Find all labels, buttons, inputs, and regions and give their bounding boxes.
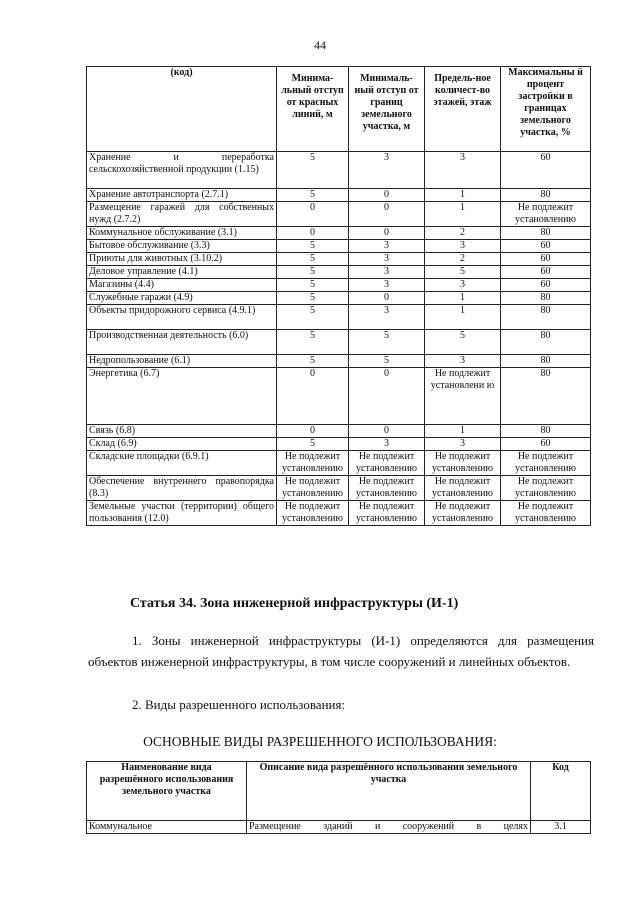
parameter-cell: Не подлежит установлению — [425, 476, 501, 501]
parameter-cell: Не подлежит установлению — [277, 501, 349, 526]
parameter-cell: 80 — [501, 292, 591, 305]
parameter-cell: 0 — [349, 368, 425, 425]
parameter-cell: 5 — [277, 305, 349, 330]
use-type-cell: Бытовое обслуживание (3.3) — [87, 240, 277, 253]
page-number: 44 — [314, 38, 326, 52]
table-row — [87, 451, 591, 476]
table-header-row — [87, 67, 591, 152]
parameter-cell: 5 — [277, 279, 349, 292]
parameter-cell: 0 — [277, 202, 349, 227]
parameter-cell: 1 — [425, 305, 501, 330]
parameter-cell: Не подлежит установлению — [349, 451, 425, 476]
use-type-cell: Деловое управление (4.1) — [87, 266, 277, 279]
parameter-cell: 3 — [425, 152, 501, 189]
parameter-cell: 5 — [425, 330, 501, 355]
use-type-cell: Магазины (4.4) — [87, 279, 277, 292]
use-type-cell: Обеспечение внутреннего правопорядка (8.3) — [87, 476, 277, 501]
parameter-cell: 3 — [349, 279, 425, 292]
header-use-description: Описание вида разрешённого использования земельного участка — [247, 762, 531, 821]
use-type-cell: Недропользование (6.1) — [87, 355, 277, 368]
use-type-cell: Размещение гаражей для собственных нужд (2.7.2) — [87, 202, 277, 227]
table-row — [87, 292, 591, 305]
table-row — [87, 279, 591, 292]
parameter-cell: 5 — [425, 266, 501, 279]
table-row — [87, 240, 591, 253]
use-type-cell: Земельные участки (территории) общего пользования (12.0) — [87, 501, 277, 526]
parameter-cell: 0 — [349, 227, 425, 240]
use-type-cell: Объекты придорожного сервиса (4.9.1) — [87, 305, 277, 330]
use-type-cell: Хранение автотранспорта (2.7.1) — [87, 189, 277, 202]
table-row — [87, 476, 591, 501]
header-red-line-setback: Минима-льный отступ от красных линий, м — [277, 67, 349, 152]
table-row — [87, 202, 591, 227]
parameter-cell: 3 — [425, 438, 501, 451]
parameter-cell: 60 — [501, 253, 591, 266]
parameter-cell: Не подлежит установлению — [349, 476, 425, 501]
parameter-cell: 5 — [277, 355, 349, 368]
table-row — [87, 438, 591, 451]
parameter-cell: 3 — [349, 240, 425, 253]
use-type-cell: Коммунальное обслуживание (3.1) — [87, 227, 277, 240]
parameter-cell: 3 — [425, 355, 501, 368]
parameter-cell: 5 — [277, 240, 349, 253]
parameter-cell: 3 — [425, 240, 501, 253]
parameter-cell: 5 — [349, 330, 425, 355]
header-max-coverage: Максимальны й процент застройки в границах земельного участка, % — [501, 67, 591, 152]
table-row — [87, 355, 591, 368]
parameter-cell: 60 — [501, 152, 591, 189]
parameter-cell: 0 — [349, 425, 425, 438]
parameter-cell: Не подлежит установлению — [501, 476, 591, 501]
parameter-cell: 60 — [501, 266, 591, 279]
table-row — [87, 501, 591, 526]
parameter-cell: 0 — [277, 227, 349, 240]
parameter-cell: Не подлежит установлению — [277, 476, 349, 501]
parameter-cell: 0 — [349, 202, 425, 227]
table-row — [87, 305, 591, 330]
parameter-cell: Не подлежит установлению — [277, 451, 349, 476]
use-type-cell: Приюты для животных (3.10.2) — [87, 253, 277, 266]
permitted-use-table — [86, 761, 591, 834]
use-type-cell: Хранение и переработка сельскохозяйственной продукции (1.15) — [87, 152, 277, 189]
section-title: Статья 34. Зона инженерной инфраструктуры (И-1) — [130, 596, 459, 611]
use-type-cell: Производственная деятельность (6.0) — [87, 330, 277, 355]
parameter-cell: 60 — [501, 438, 591, 451]
header-use-code: Код — [531, 762, 591, 821]
table-row — [87, 821, 591, 834]
table-row — [87, 152, 591, 189]
parameter-cell: Не подлежит установлению — [425, 501, 501, 526]
parameter-cell: 3 — [349, 152, 425, 189]
table-row — [87, 253, 591, 266]
parameter-cell: 5 — [277, 292, 349, 305]
parameter-cell: 80 — [501, 305, 591, 330]
parameter-cell: Не подлежит установлению — [425, 451, 501, 476]
parameter-cell: 5 — [277, 330, 349, 355]
parameter-cell: 3 — [349, 305, 425, 330]
parameter-cell: 2 — [425, 227, 501, 240]
parameter-cell: 80 — [501, 189, 591, 202]
parameter-cell: 0 — [277, 425, 349, 438]
parameter-cell: 5 — [277, 266, 349, 279]
parameter-cell: 80 — [501, 355, 591, 368]
table-row — [87, 189, 591, 202]
table-row — [87, 266, 591, 279]
use-type-cell: Связь (6.8) — [87, 425, 277, 438]
table-row — [87, 227, 591, 240]
parameter-cell: 1 — [425, 189, 501, 202]
building-parameters-table — [86, 66, 591, 526]
table-row — [87, 330, 591, 355]
use-code-cell: 3.1 — [531, 821, 591, 834]
header-use-name: Наименование вида разрешённого использования земельного участка — [87, 762, 247, 821]
use-type-cell: Складские площадки (6.9.1) — [87, 451, 277, 476]
parameter-cell: 60 — [501, 240, 591, 253]
parameter-cell: Не подлежит установлению — [501, 202, 591, 227]
parameter-cell: 0 — [277, 368, 349, 425]
table-row — [87, 425, 591, 438]
parameter-cell: Не подлежит установлени ю — [425, 368, 501, 425]
parameter-cell: 5 — [277, 438, 349, 451]
parameter-cell: Не подлежит установлению — [501, 451, 591, 476]
parameter-cell: 5 — [277, 253, 349, 266]
parameter-cell: 3 — [349, 266, 425, 279]
parameter-cell: 1 — [425, 425, 501, 438]
parameter-cell: 5 — [277, 189, 349, 202]
paragraph-1: 1. Зоны инженерной инфраструктуры (И-1) определяются для размещения объектов инженерной инфраструктуры, в том числе сооружений и линейных объектов. — [88, 633, 594, 669]
parameter-cell: 80 — [501, 368, 591, 425]
parameter-cell: 2 — [425, 253, 501, 266]
use-name-cell: Коммунальное — [87, 821, 247, 834]
parameter-cell: 0 — [349, 189, 425, 202]
parameter-cell: Не подлежит установлению — [349, 501, 425, 526]
paragraph-2: 2. Виды разрешенного использования: — [132, 697, 346, 712]
use-type-cell: Склад (6.9) — [87, 438, 277, 451]
parameter-cell: 1 — [425, 292, 501, 305]
table-row — [87, 368, 591, 425]
header-max-floors: Предель-ное количест-во этажей, этаж — [425, 67, 501, 152]
parameter-cell: 0 — [349, 292, 425, 305]
table-header-row — [87, 762, 591, 821]
parameter-cell: Не подлежит установлению — [501, 501, 591, 526]
parameter-cell: 80 — [501, 425, 591, 438]
main-uses-heading: ОСНОВНЫЕ ВИДЫ РАЗРЕШЕННОГО ИСПОЛЬЗОВАНИЯ: — [143, 734, 497, 749]
header-code: (код) — [87, 67, 277, 152]
use-description-cell: Размещение зданий и сооружений в целях — [247, 821, 531, 834]
use-type-cell: Служебные гаражи (4.9) — [87, 292, 277, 305]
parameter-cell: 1 — [425, 202, 501, 227]
parameter-cell: 3 — [349, 253, 425, 266]
parameter-cell: 5 — [349, 355, 425, 368]
use-type-cell: Энергетика (6.7) — [87, 368, 277, 425]
parameter-cell: 3 — [425, 279, 501, 292]
header-boundary-setback: Минималь-ный отступ от границ земельного участка, м — [349, 67, 425, 152]
parameter-cell: 80 — [501, 330, 591, 355]
parameter-cell: 80 — [501, 227, 591, 240]
parameter-cell: 5 — [277, 152, 349, 189]
parameter-cell: 60 — [501, 279, 591, 292]
parameter-cell: 3 — [349, 438, 425, 451]
